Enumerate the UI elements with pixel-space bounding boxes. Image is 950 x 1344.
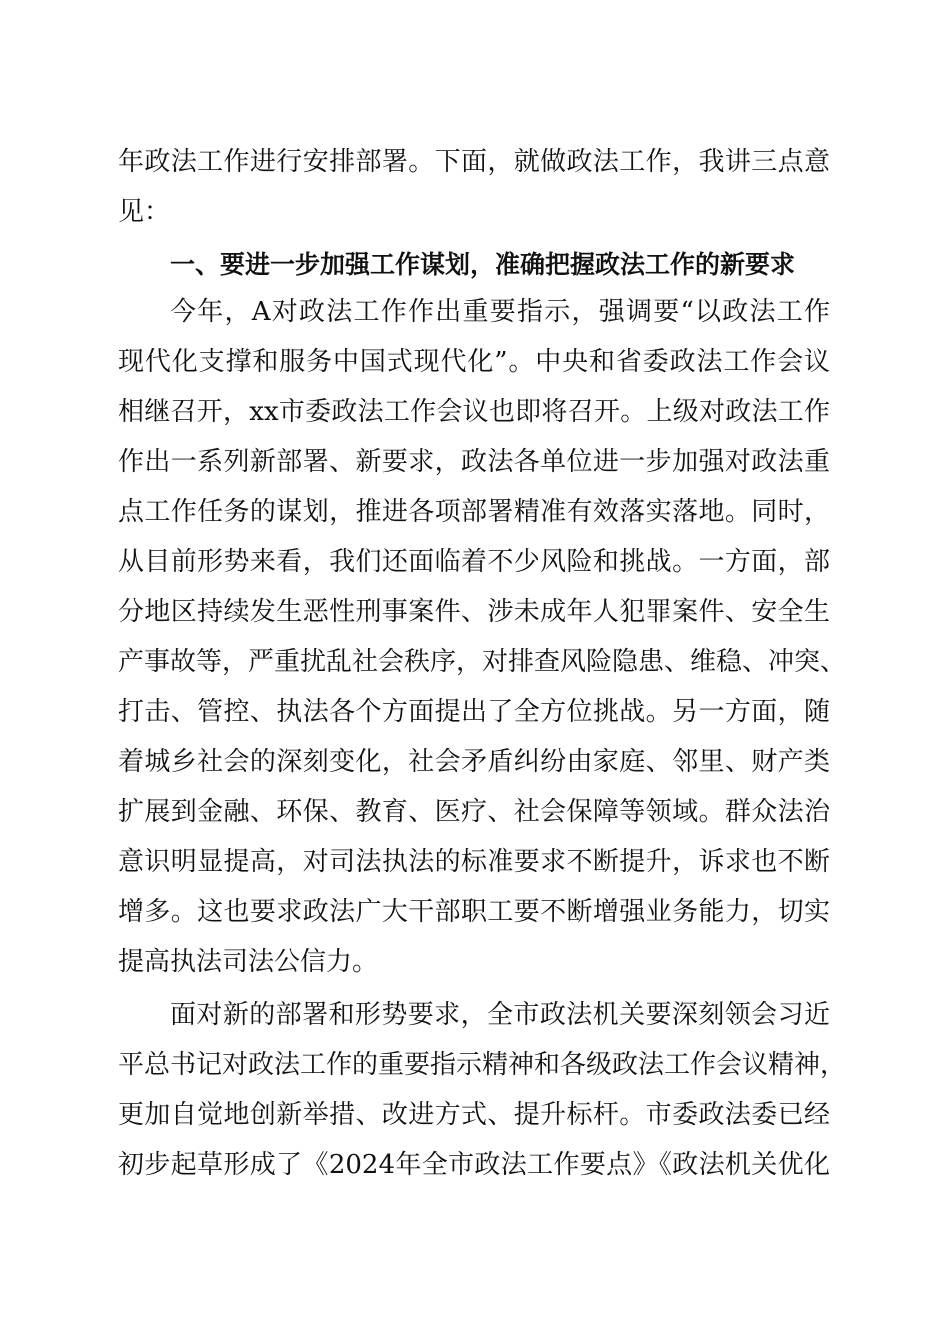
paragraph-line: 平总书记对政法工作的重要指示精神和各级政法工作会议精神，	[118, 1050, 847, 1080]
paragraph-line: 着城乡社会的深刻变化，社会矛盾纠纷由家庭、邻里、财产类	[118, 747, 830, 777]
section-heading: 一、要进一步加强工作谋划，准确把握政法工作的新要求	[170, 250, 796, 279]
paragraph-line: 打击、管控、执法各个方面提出了全方位挑战。另一方面，随	[118, 697, 830, 727]
paragraph-line: 提高执法司法公信力。	[118, 947, 379, 977]
paragraph-line: 今年，A对政法工作作出重要指示，强调要“以政法工作	[170, 297, 830, 327]
paragraph-line: 更加自觉地创新举措、改进方式、提升标杆。市委政法委已经	[118, 1100, 830, 1130]
paragraph-line: 点工作任务的谋划，推进各项部署精准有效落实落地。同时，	[118, 497, 830, 527]
text-line: 见：	[118, 197, 171, 227]
paragraph-line: 作出一系列新部署、新要求，政法各单位进一步加强对政法重	[118, 447, 830, 477]
paragraph-line: 分地区持续发生恶性刑事案件、涉未成年人犯罪案件、安全生	[118, 597, 830, 627]
text-line: 年政法工作进行安排部署。下面，就做政法工作，我讲三点意	[118, 147, 830, 177]
paragraph-line: 扩展到金融、环保、教育、医疗、社会保障等领域。群众法治	[118, 797, 830, 827]
paragraph-line: 现代化支撑和服务中国式现代化”。中央和省委政法工作会议	[118, 347, 830, 377]
paragraph-line: 初步起草形成了《2024年全市政法工作要点》《政法机关优化	[118, 1150, 830, 1180]
paragraph-line: 增多。这也要求政法广大干部职工要不断增强业务能力，切实	[118, 897, 830, 927]
paragraph-line: 意识明显提高，对司法执法的标准要求不断提升，诉求也不断	[118, 847, 830, 877]
paragraph-line: 面对新的部署和形势要求，全市政法机关要深刻领会习近	[170, 1000, 830, 1030]
paragraph-line: 产事故等，严重扰乱社会秩序，对排查风险隐患、维稳、冲突、	[118, 647, 847, 677]
paragraph-line: 从目前形势来看，我们还面临着不少风险和挑战。一方面，部	[118, 547, 830, 577]
paragraph-line: 相继召开，xx市委政法工作会议也即将召开。上级对政法工作	[118, 397, 830, 427]
